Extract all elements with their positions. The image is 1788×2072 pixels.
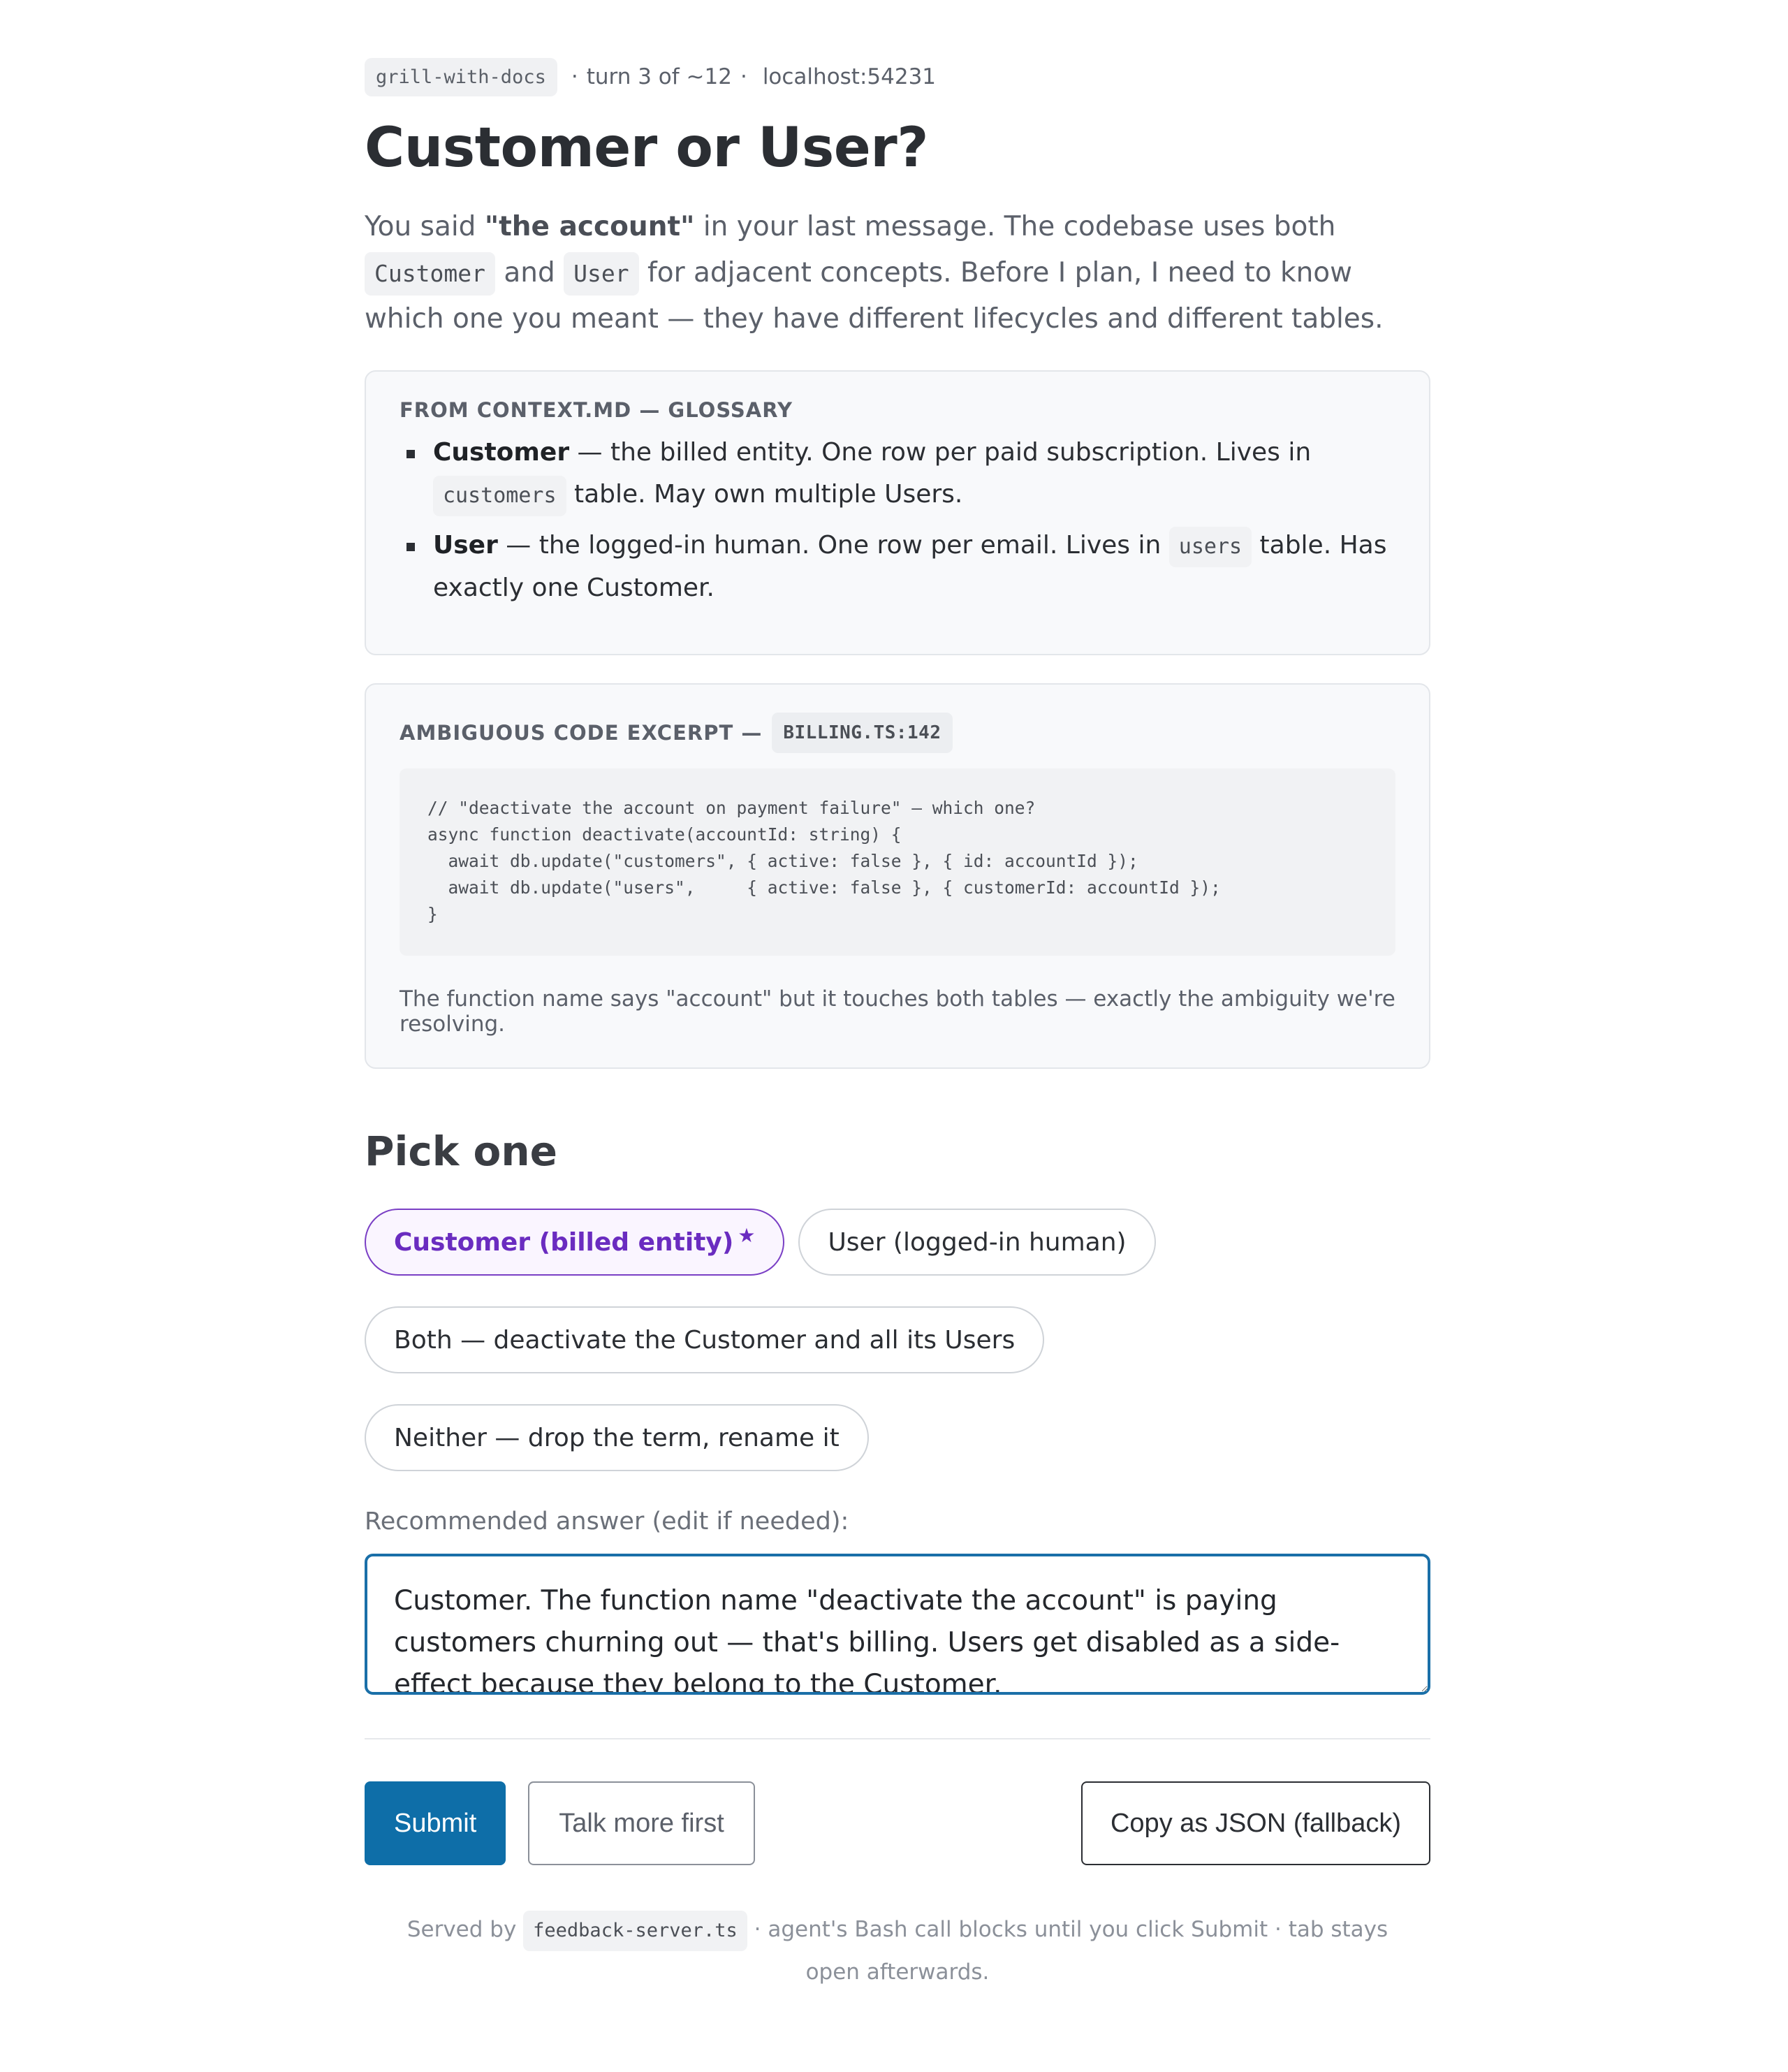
code-customer: Customer (365, 252, 495, 296)
intro-paragraph (365, 204, 1430, 342)
code-customers-table: customers (433, 476, 566, 516)
option-label: Neither — drop the term, rename it (394, 1423, 840, 1452)
option-label: Customer (billed entity) (394, 1227, 734, 1257)
server-file-code: feedback-server.ts (523, 1911, 747, 1951)
intro-quote: "the account" (484, 211, 695, 242)
option-user[interactable] (798, 1209, 1155, 1276)
glossary-term: Customer (433, 438, 570, 467)
code-user: User (564, 252, 638, 296)
feedback-page (365, 56, 1430, 1993)
option-both[interactable] (365, 1306, 1044, 1373)
glossary-definition: — the logged-in human. One row per email. Lives in (497, 531, 1169, 560)
talk-more-button[interactable]: Talk more first (528, 1781, 754, 1865)
meta-row (365, 56, 1430, 98)
answer-label: Recommended answer (edit if needed): (365, 1508, 849, 1535)
pick-heading: Pick one (365, 1128, 558, 1175)
excerpt-note: The function name says "account" but it touches both tables — exactly the ambiguity we're resolving. (400, 986, 1395, 1037)
intro-text: for adjacent concepts. Before I plan, I need to know which one you meant — they have different lifecycles and different tables. (365, 257, 1384, 335)
meta-separator: · (571, 64, 578, 89)
recommended-star-icon: ★ (738, 1223, 756, 1247)
glossary-term: User (433, 531, 498, 560)
copy-json-button[interactable]: Copy as JSON (fallback) (1081, 1781, 1430, 1865)
intro-text: and (494, 257, 564, 289)
glossary-definition: table. Has exactly one Customer. (433, 531, 1387, 602)
option-neither[interactable] (365, 1404, 869, 1471)
page-title: Customer or User? (365, 117, 928, 180)
intro-text: You said (365, 211, 485, 242)
option-label: Both — deactivate the Customer and all its Users (394, 1325, 1016, 1355)
option-group (365, 1209, 1430, 1471)
glossary-item-customer (400, 432, 1395, 516)
code-excerpt-card (365, 683, 1430, 1069)
server-host: localhost:54231 (762, 64, 937, 89)
glossary-definition: table. May own multiple Users. (566, 480, 963, 509)
excerpt-label (400, 713, 1395, 753)
footer-note (365, 1909, 1430, 1993)
divider (365, 1738, 1430, 1739)
excerpt-label-text: AMBIGUOUS CODE EXCERPT — (400, 721, 763, 745)
option-label: User (logged-in human) (828, 1227, 1127, 1257)
answer-textarea[interactable] (365, 1554, 1430, 1695)
option-customer[interactable] (365, 1209, 784, 1276)
glossary-list (400, 432, 1395, 609)
code-block: // "deactivate the account on payment failure" — which one? async function deactivate(accountId: string) { await db.update("customers", { active: false }, { id: accountId }); await db.update("users", { active: false }, { customerId: accountId }); } (400, 768, 1395, 956)
meta-separator: · (740, 64, 747, 89)
footer-text: Served by (406, 1917, 524, 1942)
submit-button[interactable]: Submit (365, 1781, 506, 1865)
skill-tag: grill-with-docs (365, 58, 557, 96)
glossary-label: FROM CONTEXT.MD — GLOSSARY (400, 398, 793, 422)
action-bar (365, 1781, 1430, 1865)
glossary-definition: — the billed entity. One row per paid subscription. Lives in (569, 438, 1312, 467)
file-reference-tag: BILLING.TS:142 (772, 713, 952, 753)
intro-text: in your last message. The codebase uses both (694, 211, 1336, 242)
footer-text: · agent's Bash call blocks until you click Submit · tab stays open afterwards. (747, 1917, 1388, 1985)
turn-counter: turn 3 of ~12 (586, 64, 732, 89)
glossary-card (365, 370, 1430, 655)
code-users-table: users (1169, 527, 1252, 567)
glossary-item-user (400, 525, 1395, 609)
